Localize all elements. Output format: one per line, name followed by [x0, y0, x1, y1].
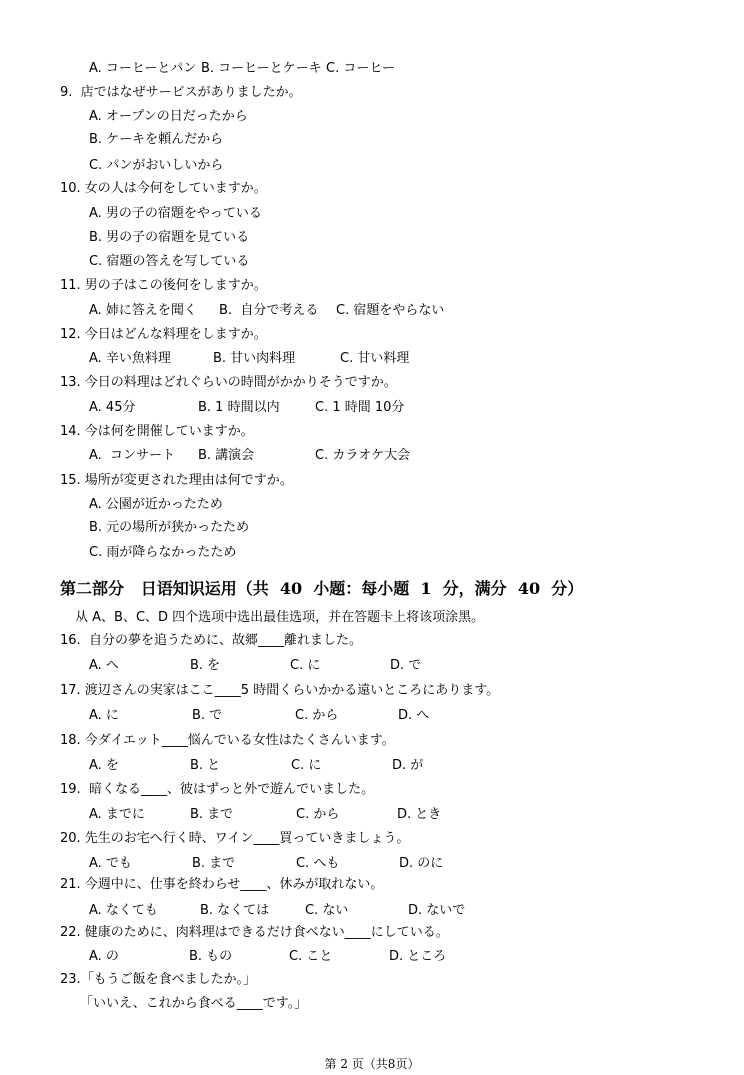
option-a: A. 男の子の宿題をやっている — [89, 206, 262, 221]
question-13: 13. 今日の料理はどれぐらいの時間がかかりそうですか。 — [60, 375, 397, 390]
option-a: A. へ — [89, 658, 119, 673]
option-a: A. 45分 — [89, 400, 136, 415]
option-a: A. コーヒーとパン — [89, 61, 197, 76]
option-a: A. 公園が近かったため — [89, 497, 223, 512]
option-c: C. 宿題をやらない — [336, 303, 445, 318]
option-d: D. ところ — [389, 949, 447, 964]
page-number: 第 2 页（共8页） — [324, 1057, 420, 1071]
option-a: A. なくても — [89, 903, 158, 918]
option-c: C. 1 時間 10分 — [315, 400, 405, 415]
option-b: B. 甘い肉料理 — [213, 351, 296, 366]
option-c: C. 甘い料理 — [340, 351, 410, 366]
option-a: A. を — [89, 758, 119, 773]
option-c: C. 雨が降らなかったため — [89, 545, 237, 560]
question-18: 18. 今ダイエット____悩んでいる女性はたくさんいます。 — [60, 733, 395, 748]
option-a: A. コンサート — [89, 448, 176, 463]
option-c: C. へも — [296, 856, 340, 871]
section-instruction: 从 A、B、C、D 四个选项中选出最佳选项，并在答题卡上将该项涂黑。 — [75, 610, 485, 625]
question-10: 10. 女の人は今何をしていますか。 — [60, 181, 267, 196]
option-a: A. に — [89, 708, 119, 723]
option-d: D. で — [390, 658, 422, 673]
option-a: A. 姉に答えを聞く — [89, 303, 197, 318]
option-b: B. 男の子の宿題を見ている — [89, 230, 250, 245]
option-b: B. を — [190, 658, 221, 673]
question-22: 22. 健康のために、肉料理はできるだけ食べない____にしている。 — [60, 925, 449, 940]
question-23: 23.「もうご飯を食べましたか。」 — [60, 972, 257, 987]
option-c: C. パンがおいしいから — [89, 158, 224, 173]
option-b: B. 元の場所が狭かったため — [89, 520, 250, 535]
question-9: 9. 店ではなぜサービスがありましたか。 — [60, 85, 302, 100]
option-b: B. 講演会 — [198, 448, 255, 463]
question-23-reply: 「いいえ、これから食べる____です。」 — [80, 996, 308, 1011]
option-a: A. でも — [89, 856, 132, 871]
option-c: C. カラオケ大会 — [315, 448, 411, 463]
option-d: D. とき — [397, 807, 442, 822]
question-14: 14. 今は何を開催していますか。 — [60, 424, 254, 439]
option-d: D. へ — [398, 708, 430, 723]
option-c: C. こと — [289, 949, 333, 964]
option-b: B. ケーキを頼んだから — [89, 132, 224, 147]
option-b: B. まで — [190, 807, 234, 822]
option-a: A. オープンの日だったから — [89, 109, 248, 124]
question-17: 17. 渡辺さんの実家はここ____5 時間くらいかかる遠いところにあります。 — [60, 683, 500, 698]
option-b: B. コーヒーとケーキ — [201, 61, 322, 76]
option-c: C. から — [296, 807, 340, 822]
option-d: D. が — [392, 758, 424, 773]
question-19: 19. 暗くなる____、彼はずっと外で遊んでいました。 — [60, 782, 375, 797]
option-c: C. 宿題の答えを写している — [89, 254, 250, 269]
option-a: A. 辛い魚料理 — [89, 351, 171, 366]
question-20: 20. 先生のお宅へ行く時、ワイン____買っていきましょう。 — [60, 831, 410, 846]
option-b: B. と — [190, 758, 221, 773]
question-16: 16. 自分の夢を追うために、故郷____離れました。 — [60, 633, 362, 648]
option-b: B. まで — [192, 856, 236, 871]
option-b: B. 1 時間以内 — [198, 400, 280, 415]
option-d: D. ないで — [408, 903, 466, 918]
option-c: C. コーヒー — [326, 61, 395, 76]
question-11: 11. 男の子はこの後何をしますか。 — [60, 278, 267, 293]
question-21: 21. 今週中に、仕事を終わらせ____、休みが取れない。 — [60, 877, 384, 892]
question-15: 15. 場所が変更された理由は何ですか。 — [60, 473, 293, 488]
option-d: D. のに — [399, 856, 444, 871]
option-b: B. もの — [189, 949, 233, 964]
option-c: C. に — [291, 758, 322, 773]
option-c: C. ない — [305, 903, 349, 918]
section-heading: 第二部分 日语知识运用（共 40 小题：每小题 1 分，满分 40 分） — [60, 579, 584, 598]
option-a: A. の — [89, 949, 119, 964]
option-b: B. 自分で考える — [219, 303, 319, 318]
option-c: C. に — [290, 658, 321, 673]
option-a: A. までに — [89, 807, 145, 822]
question-12: 12. 今日はどんな料理をしますか。 — [60, 327, 267, 342]
option-b: B. で — [192, 708, 223, 723]
option-c: C. から — [295, 708, 339, 723]
option-b: B. なくては — [200, 903, 270, 918]
